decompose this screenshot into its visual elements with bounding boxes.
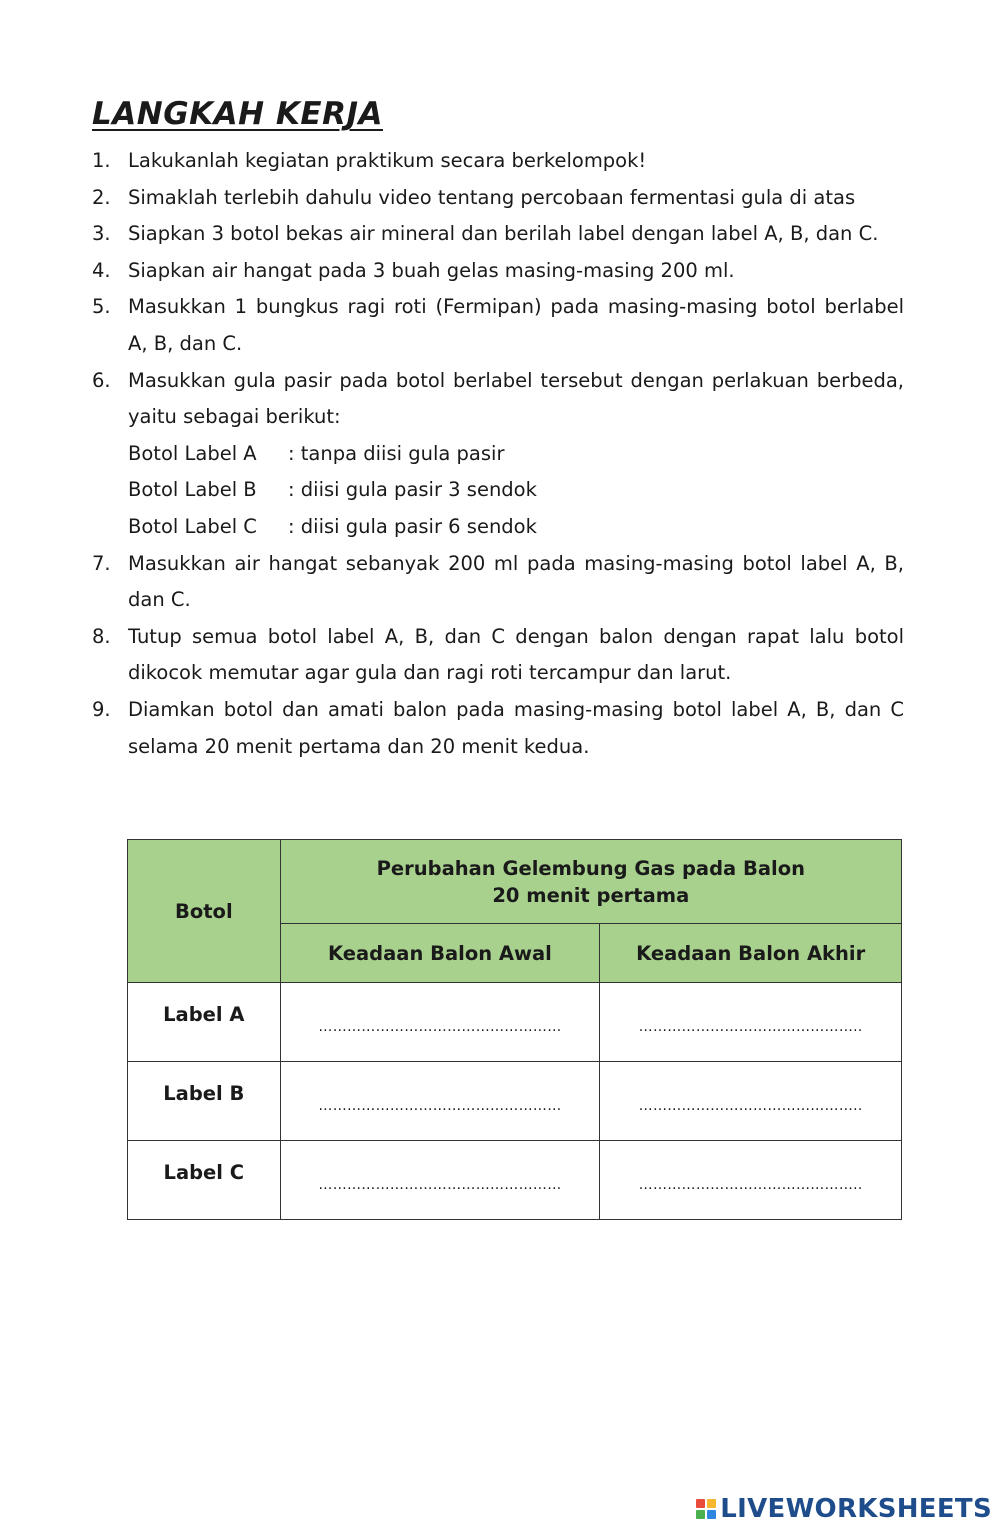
treatment-label: Botol Label B xyxy=(128,478,257,502)
liveworksheets-icon xyxy=(696,1499,716,1519)
header-group-line1: Perubahan Gelembung Gas pada Balon xyxy=(376,856,805,880)
answer-field[interactable]: …………………………………………… xyxy=(280,1062,600,1141)
step-text: Diamkan botol dan amati balon pada masing-masing botol label A, B, dan C selama 20 menit pertama dan 20 menit kedua. xyxy=(128,697,904,758)
step-text: Masukkan gula pasir pada botol berlabel tersebut dengan perlakuan berbeda, yaitu sebagai berikut: xyxy=(128,368,904,429)
answer-field[interactable]: ……………………………………….. xyxy=(600,983,902,1062)
step-text: Lakukanlah kegiatan praktikum secara berkelompok! xyxy=(128,149,647,172)
answer-field[interactable]: ……………………………………….. xyxy=(600,1141,902,1220)
step-number: 4. xyxy=(92,258,111,282)
step-number: 2. xyxy=(92,185,111,209)
row-label: Label A xyxy=(128,983,281,1062)
answer-field[interactable]: …………………………………………… xyxy=(280,1141,600,1220)
treatment-desc: : tanpa diisi gula pasir xyxy=(288,441,505,465)
treatment-desc: : diisi gula pasir 3 sendok xyxy=(288,478,537,502)
observation-table xyxy=(127,839,902,1220)
step-number: 6. xyxy=(92,368,111,392)
step-text: Siapkan air hangat pada 3 buah gelas masing-masing 200 ml. xyxy=(128,258,735,282)
answer-field[interactable]: ……………………………………….. xyxy=(600,1062,902,1141)
treatment-label: Botol Label A xyxy=(128,441,257,465)
list-item xyxy=(92,216,904,253)
step-number: 8. xyxy=(92,624,111,648)
list-item xyxy=(92,546,904,619)
row-label: Label B xyxy=(128,1062,281,1141)
step-number: 9. xyxy=(92,697,111,721)
list-item xyxy=(92,619,904,692)
step-text: Tutup semua botol label A, B, dan C dengan balon dengan rapat lalu botol dikocok memutar agar gula dan ragi roti tercampur dan larut. xyxy=(128,624,904,685)
header-botol: Botol xyxy=(128,840,281,983)
answer-field[interactable]: …………………………………………… xyxy=(280,983,600,1062)
step-number: 1. xyxy=(92,149,111,172)
list-item xyxy=(92,363,904,436)
table-row xyxy=(128,1141,902,1220)
list-item xyxy=(92,180,904,217)
header-group-line2: 20 menit pertama xyxy=(492,883,690,907)
header-akhir: Keadaan Balon Akhir xyxy=(600,924,902,983)
step-number: 3. xyxy=(92,222,111,246)
list-item xyxy=(92,289,904,362)
row-label: Label C xyxy=(128,1141,281,1220)
treatment-desc: : diisi gula pasir 6 sendok xyxy=(288,514,537,538)
treatment-item xyxy=(92,472,904,509)
step-number: 5. xyxy=(92,295,111,319)
list-item xyxy=(92,692,904,765)
steps-list xyxy=(92,143,904,765)
step-text: Masukkan air hangat sebanyak 200 ml pada masing-masing botol label A, B, dan C. xyxy=(128,551,904,612)
table-row xyxy=(128,983,902,1062)
table-row xyxy=(128,1062,902,1141)
step-text: Simaklah terlebih dahulu video tentang percobaan fermentasi gula di atas xyxy=(128,185,856,209)
header-awal: Keadaan Balon Awal xyxy=(280,924,600,983)
step-text: Masukkan 1 bungkus ragi roti (Fermipan) pada masing-masing botol berlabel A, B, dan C. xyxy=(128,295,904,355)
list-item xyxy=(92,253,904,290)
step-text: Siapkan 3 botol bekas air mineral dan berilah label dengan label A, B, dan C. xyxy=(128,222,879,246)
footer-logo[interactable] xyxy=(696,1494,992,1524)
treatment-item xyxy=(92,436,904,473)
treatment-label: Botol Label C xyxy=(128,514,257,538)
header-group xyxy=(280,840,901,924)
treatment-item xyxy=(92,509,904,546)
brand-name: LIVEWORKSHEETS xyxy=(720,1494,992,1524)
page-title: LANGKAH KERJA xyxy=(92,96,383,132)
step-number: 7. xyxy=(92,551,111,575)
list-item xyxy=(92,143,904,180)
